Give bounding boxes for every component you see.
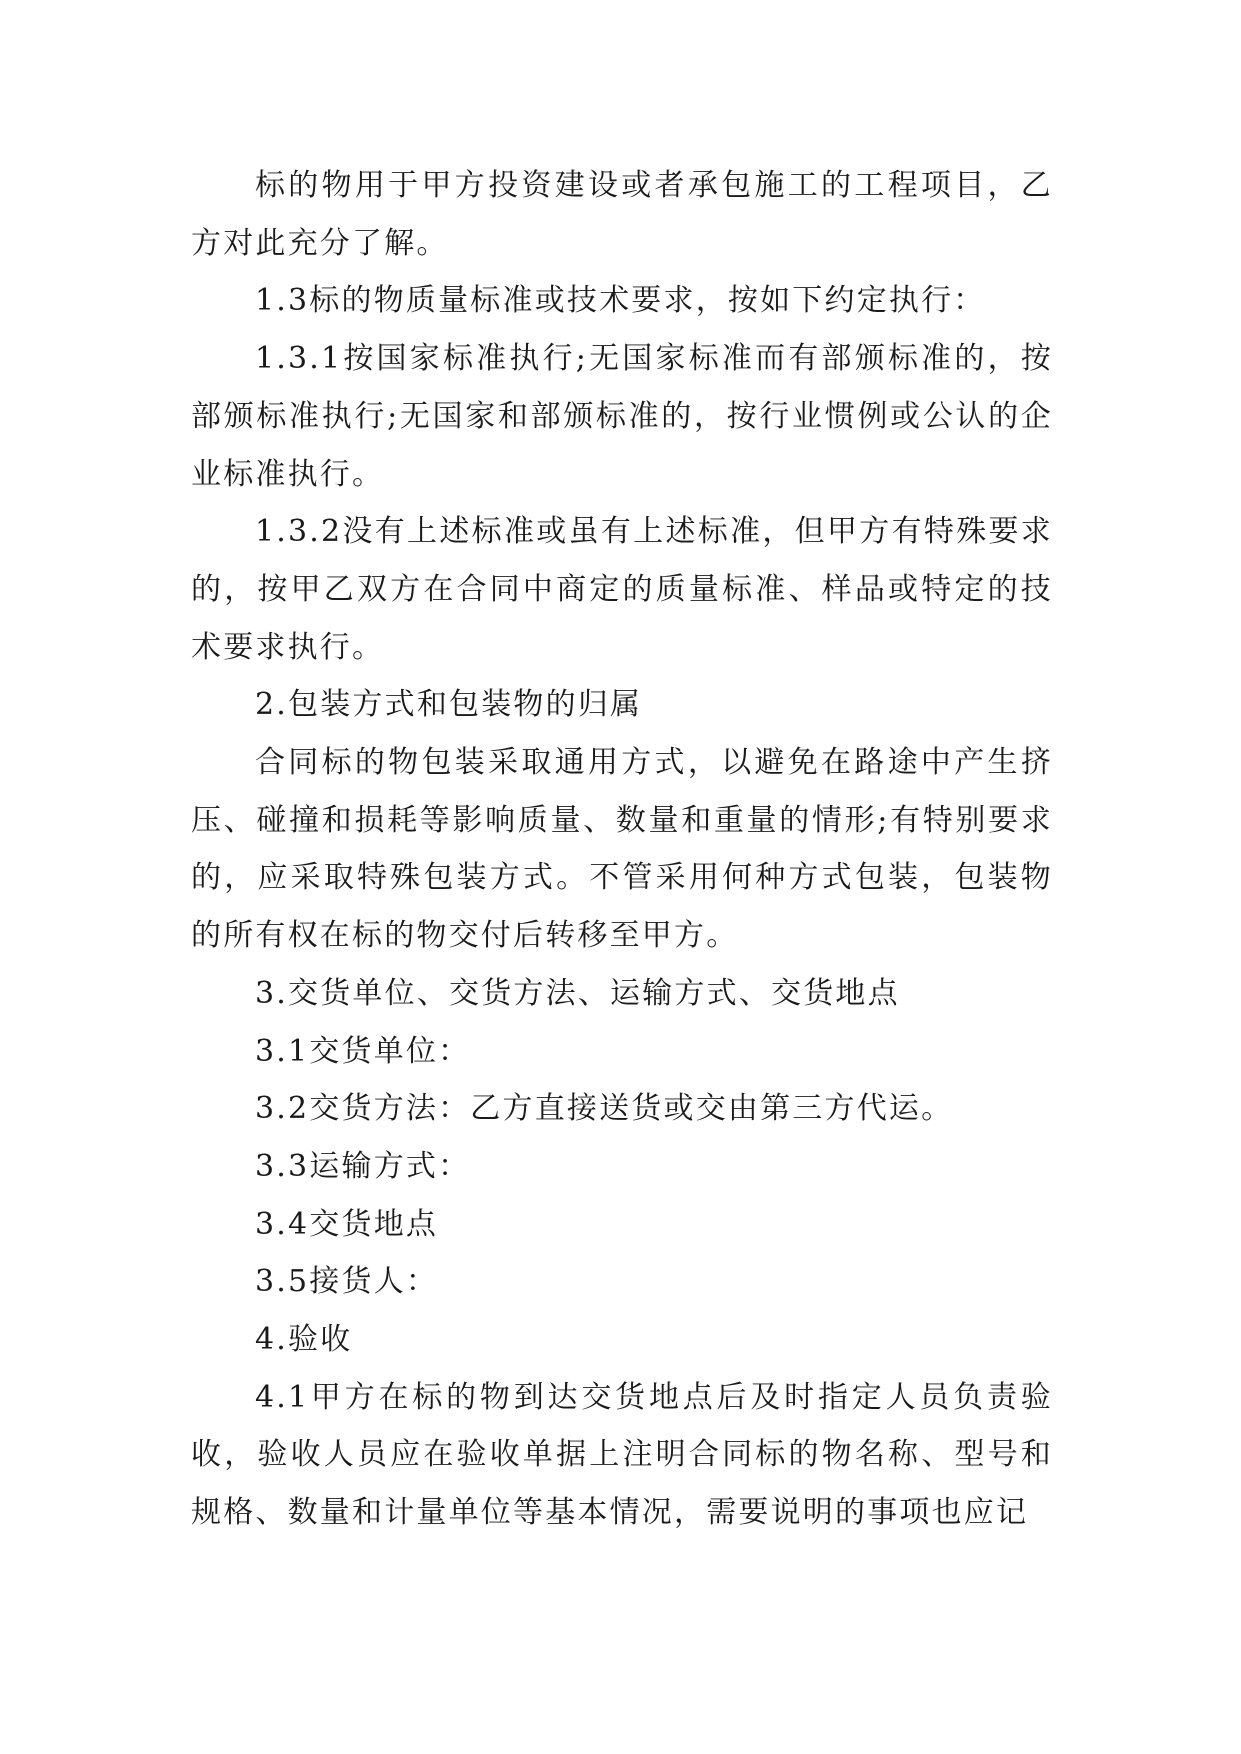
paragraph-1-3-1: 1.3.1按国家标准执行;无国家标准而有部颁标准的，按部颁标准执行;无国家和部颁标准的，按行业惯例或公认的企业标准执行。 — [191, 341, 1053, 492]
heading-2-packaging: 2.包装方式和包装物的归属 — [255, 687, 643, 723]
paragraph-packaging: 合同标的物包装采取通用方式，以避免在路途中产生挤压、碰撞和损耗等影响质量、数量和重量的情形;有特别要求的，应采取特殊包装方式。不管采用何种方式包装，包装物的所有权在标的物交付后转移至甲方。 — [191, 745, 1053, 954]
paragraph-3-1: 3.1交货单位： — [255, 1033, 471, 1069]
paragraph-3-5: 3.5接货人： — [255, 1264, 439, 1300]
paragraph-4-1: 4.1甲方在标的物到达交货地点后及时指定人员负责验收，验收人员应在验收单据上注明合同标的物名称、型号和规格、数量和计量单位等基本情况，需要说明的事项也应记 — [191, 1379, 1053, 1531]
paragraph-3-4: 3.4交货地点 — [255, 1206, 439, 1242]
paragraph-1-3: 1.3标的物质量标准或技术要求，按如下约定执行： — [255, 283, 986, 319]
heading-4-acceptance: 4.验收 — [255, 1322, 353, 1358]
paragraph-1-3-2: 1.3.2没有上述标准或虽有上述标准，但甲方有特殊要求的，按甲乙双方在合同中商定的质量标准、样品或特定的技术要求执行。 — [191, 514, 1053, 665]
paragraph-intro: 标的物用于甲方投资建设或者承包施工的工程项目，乙方对此充分了解。 — [191, 168, 1053, 261]
document-body — [191, 157, 1053, 1542]
paragraph-3-2: 3.2交货方法：乙方直接送货或交由第三方代运。 — [255, 1091, 954, 1127]
paragraph-3-3: 3.3运输方式： — [255, 1148, 471, 1184]
heading-3-delivery: 3.交货单位、交货方法、运输方式、交货地点 — [255, 975, 900, 1011]
